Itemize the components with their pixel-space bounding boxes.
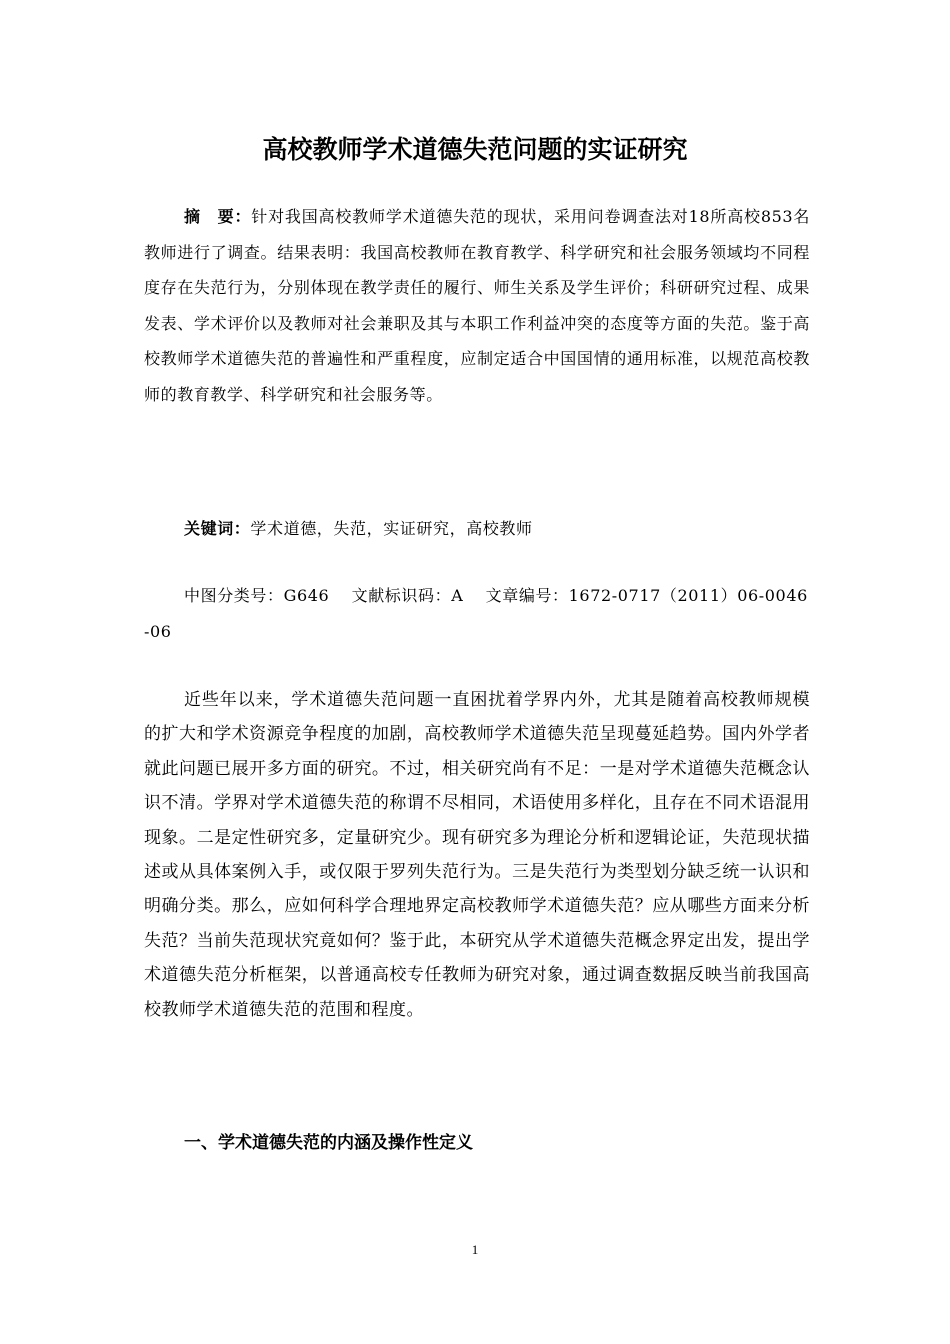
section-heading: 一、学术道德失范的内涵及操作性定义 [184,1133,473,1153]
keywords-label: 关键词： [184,519,251,538]
page-number: 1 [471,1242,479,1257]
keywords-text: 学术道德，失范，实证研究，高校教师 [250,519,533,538]
document-title: 高校教师学术道德失范问题的实证研究 [262,135,688,164]
abstract-label: 摘 要： [184,207,252,226]
body-paragraph: 近些年以来，学术道德失范问题一直困扰着学界内外，尤其是随着高校教师规模的扩大和学术资源竞争程度的加剧，高校教师学术道德失范呈现蔓延趋势。国内外学者就此问题已展开多方面的研究。不过，相关研究尚有不足：一是对学术道德失范概念认识不清。学界对学术道德失范的称谓不尽相同，术语使用多样化，且存在不同术语混用现象。二是定性研究多，定量研究少。现有研究多为理论分析和逻辑论证，失范现状描述或从具体案例入手，或仅限于罗列失范行为。三是失范行为类型划分缺乏统一认识和明确分类。那么，应如何科学合理地界定高校教师学术道德失范？应从哪些方面来分析失范？当前失范现状究竟如何？鉴于此，本研究从学术道德失范概念界定出发，提出学术道德失范分析框架，以普通高校专任教师为研究对象，通过调查数据反映当前我国高校教师学术道德失范的范围和程度。 [144,690,810,1020]
keywords [184,511,810,546]
classification-info: 中图分类号：G646 文献标识码：A 文章编号：1672-0717（2011）06-0046-06 [144,586,808,641]
abstract-text: 针对我国高校教师学术道德失范的现状，采用问卷调查法对18所高校853名教师进行了调查。结果表明：我国高校教师在教育教学、科学研究和社会服务领域均不同程度存在失范行为，分别体现在教学责任的履行、师生关系及学生评价；科研研究过程、成果发表、学术评价以及教师对社会兼职及其与本职工作利益冲突的态度等方面的失范。鉴于高校教师学术道德失范的普遍性和严重程度，应制定适合中国国情的通用标准，以规范高校教师的教育教学、科学研究和社会服务等。 [144,207,810,404]
abstract [144,199,810,412]
